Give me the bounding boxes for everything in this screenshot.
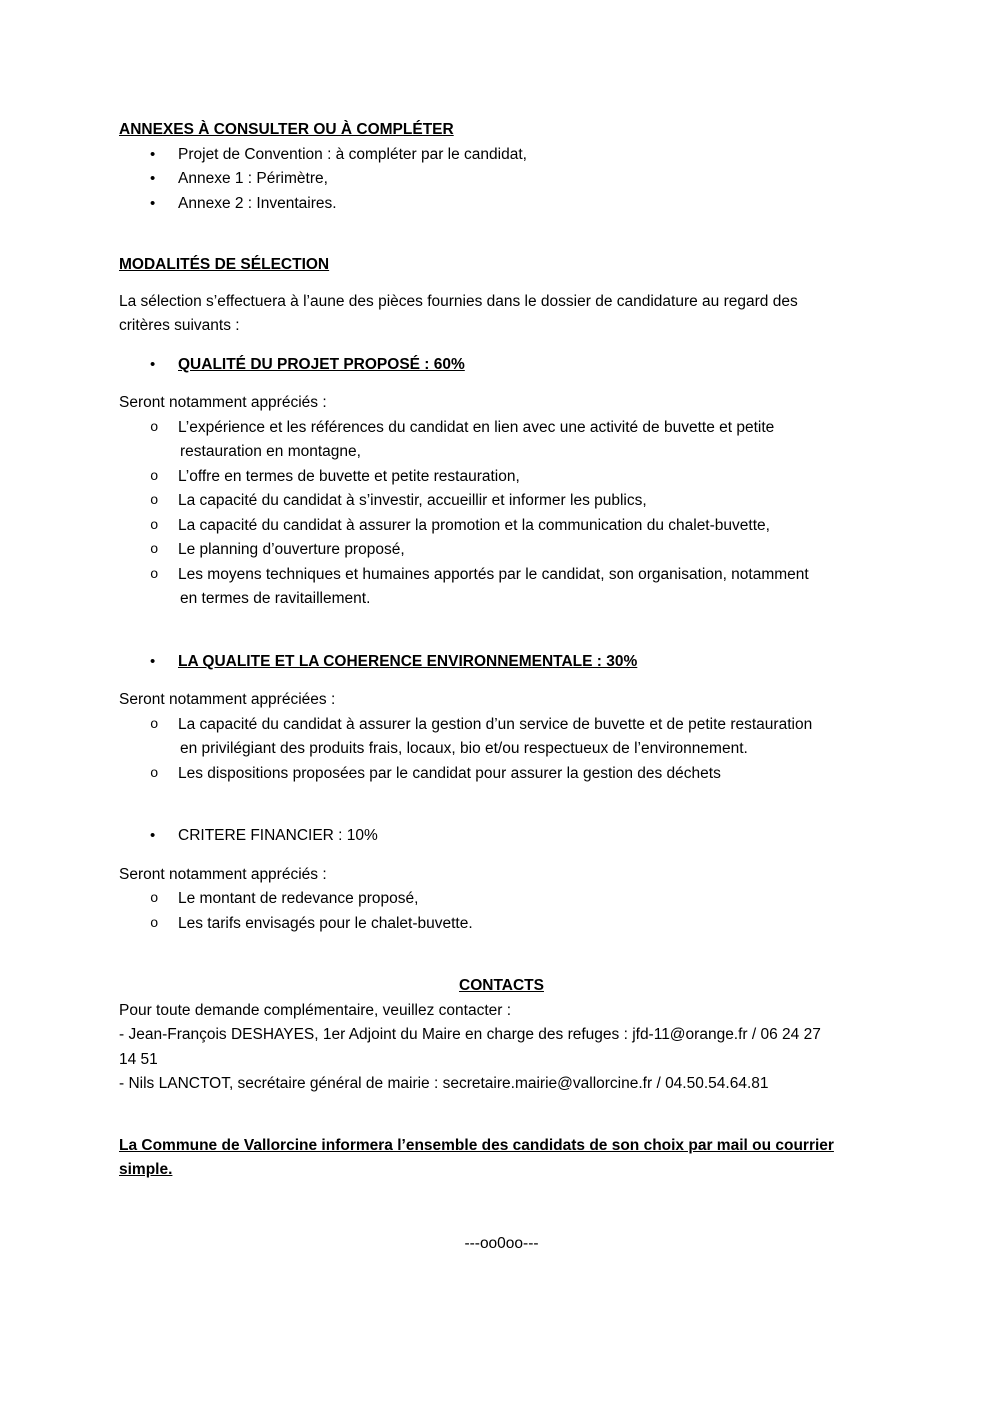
list-item: o La capacité du candidat à assurer la gestion d’un service de buvette et de petite restauration en privilégiant des produits frais, locaux, bio et/ou respectueux de l’environnement. <box>119 713 884 762</box>
list-item: o La capacité du candidat à assurer la promotion et la communication du chalet-buvette, <box>119 514 884 539</box>
criterion-1-list <box>119 416 884 612</box>
end-separator: ---oo0oo--- <box>464 1234 539 1252</box>
circle-bullet-icon: o <box>150 915 159 932</box>
bullet-icon: • <box>150 652 156 670</box>
criterion-1-lead: Seront notamment appréciés : <box>119 394 327 411</box>
bullet-icon: • <box>150 145 156 163</box>
list-item: o Les moyens techniques et humaines apportés par le candidat, son organisation, notamment en termes de ravitaillement. <box>119 563 884 612</box>
criterion-2-lead: Seront notamment appréciées : <box>119 691 336 708</box>
circle-bullet-icon: o <box>150 493 159 509</box>
criterion-3-list <box>119 887 884 936</box>
closing-note: La Commune de Vallorcine informera l’ensemble des candidats de son choix par mail ou courrier simple. <box>119 1136 834 1178</box>
circle-bullet-icon: o <box>150 566 159 583</box>
contact-lanctot: - Nils LANCTOT, secrétaire général de mairie : secretaire.mairie@vallorcine.fr / 04.50.54.64.81 <box>119 1075 769 1092</box>
list-item: o Le montant de redevance proposé, <box>119 887 884 912</box>
contact-deshayes: - Jean-François DESHAYES, 1er Adjoint du Maire en charge des refuges : jfd-11@orange.fr / 06 24 27 14 51 <box>119 1026 821 1068</box>
circle-bullet-icon: o <box>150 716 159 733</box>
criterion-1 <box>119 353 884 378</box>
circle-bullet-icon: o <box>150 765 159 782</box>
list-item: • Annexe 2 : Inventaires. <box>119 192 884 217</box>
circle-bullet-icon: o <box>150 468 159 485</box>
contacts-heading: CONTACTS <box>459 977 544 994</box>
bullet-icon: • <box>150 827 156 844</box>
criterion-2-list <box>119 713 884 787</box>
contacts-intro: Pour toute demande complémentaire, veuillez contacter : <box>119 1001 512 1019</box>
list-item: o Les dispositions proposées par le candidat pour assurer la gestion des déchets <box>119 762 884 787</box>
bullet-icon: • <box>150 170 156 187</box>
annexes-heading: ANNEXES À CONSULTER OU À COMPLÉTER <box>119 121 454 138</box>
criterion-3-lead: Seront notamment appréciés : <box>119 865 327 883</box>
document-page <box>119 118 884 1256</box>
list-item: o Le planning d’ouverture proposé, <box>119 538 884 563</box>
list-item: o Les tarifs envisagés pour le chalet-buvette. <box>119 912 884 937</box>
bullet-icon: • <box>150 194 156 212</box>
bullet-icon: • <box>150 355 156 373</box>
modalites-heading: MODALITÉS DE SÉLECTION <box>119 256 330 273</box>
circle-bullet-icon: o <box>150 419 159 436</box>
list-item: o L’offre en termes de buvette et petite restauration, <box>119 465 884 490</box>
criterion-1-title: QUALITÉ DU PROJET PROPOSÉ : 60% <box>178 355 465 373</box>
modalites-intro: La sélection s’effectuera à l’aune des pièces fournies dans le dossier de candidature au regard des critères suivants : <box>119 292 798 334</box>
circle-bullet-icon: o <box>150 891 159 907</box>
list-item: o L’expérience et les références du candidat en lien avec une activité de buvette et petite restauration en montagne, <box>119 416 884 465</box>
criterion-2-title: LA QUALITE ET LA COHERENCE ENVIRONNEMENTALE : 30% <box>178 652 638 670</box>
criterion-3-title: CRITERE FINANCIER : 10% <box>178 827 378 844</box>
list-item: • Projet de Convention : à compléter par le candidat, <box>119 143 884 168</box>
circle-bullet-icon: o <box>150 542 159 558</box>
criterion-3 <box>119 824 884 849</box>
list-item: o La capacité du candidat à s’investir, accueillir et informer les publics, <box>119 489 884 514</box>
annexes-list <box>119 143 884 217</box>
circle-bullet-icon: o <box>150 517 159 534</box>
list-item: • Annexe 1 : Périmètre, <box>119 167 884 192</box>
criterion-2 <box>119 650 884 675</box>
